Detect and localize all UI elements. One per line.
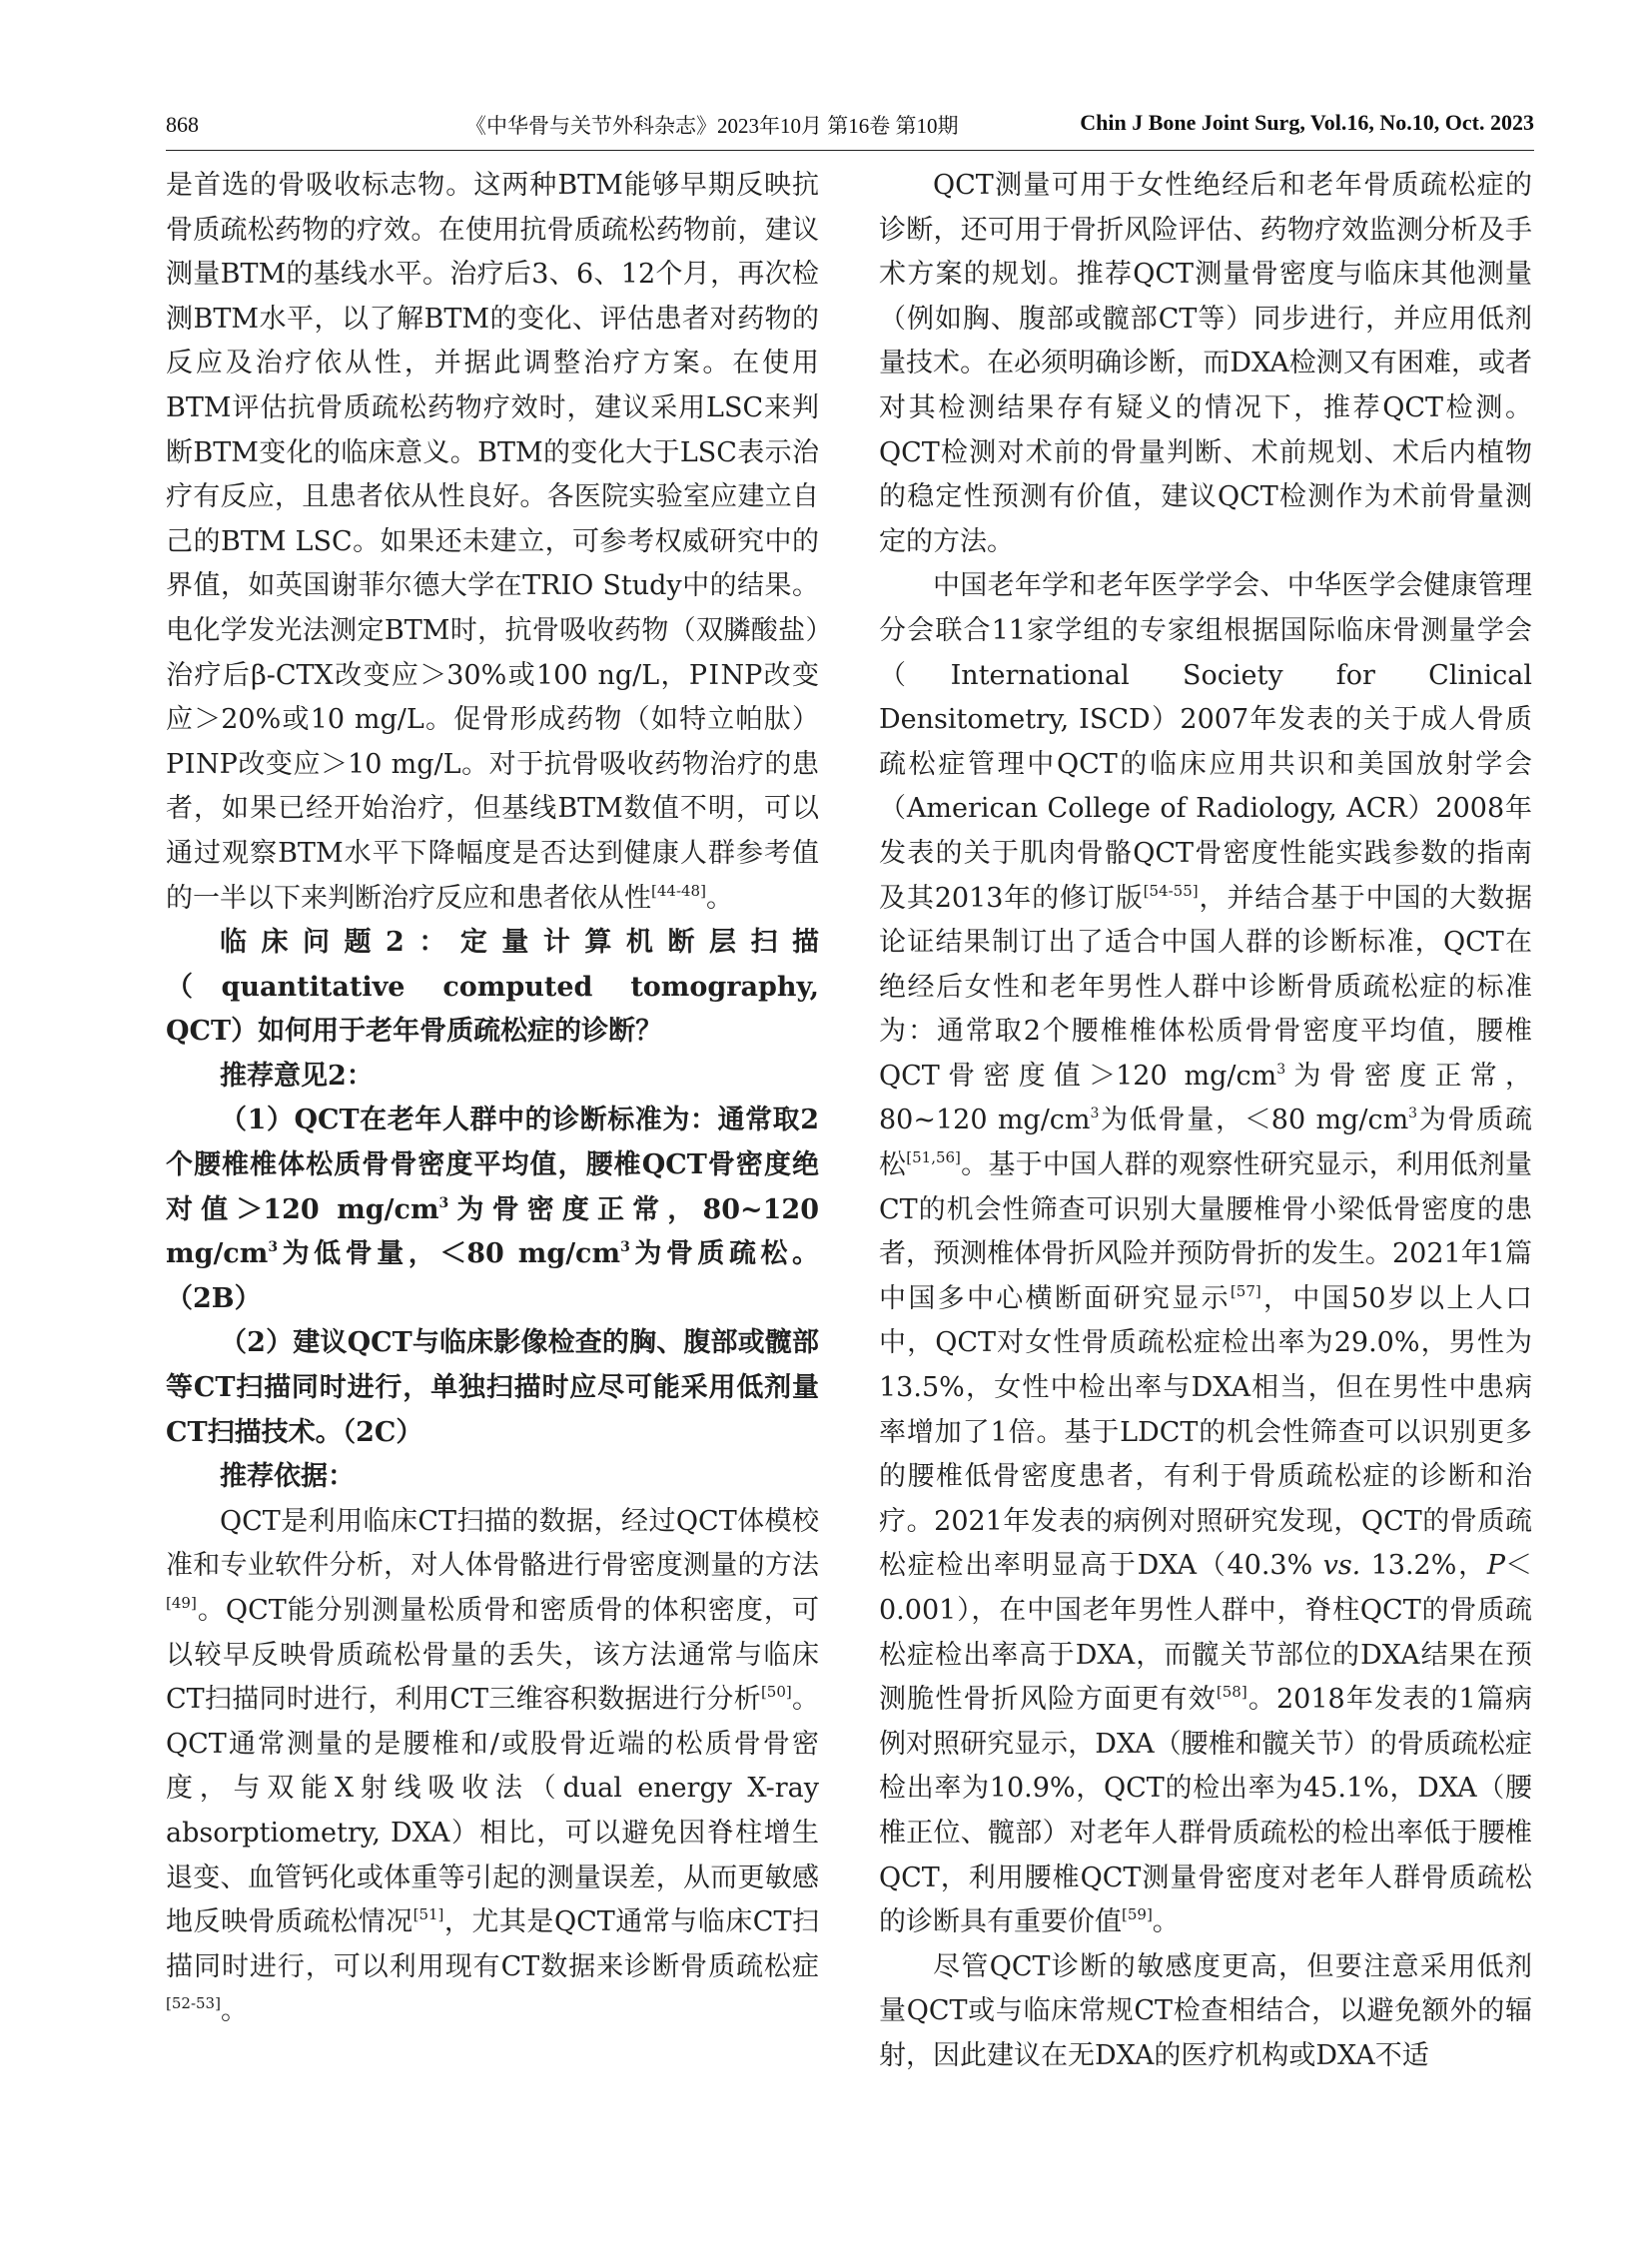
left-column [166, 164, 819, 2034]
paragraph-qct-standards: 中国老年学和老年医学学会、中华医学会健康管理分会联合11家学组的专家组根据国际临床骨测量学会（International Society for Clinical Densitometry, ISCD）2007年发表的关于成人骨质疏松症管理中QCT的临床应用共识和美国放射学会（American College of Radiology, ACR）2008年发表的关于肌肉骨骼QCT骨密度性能实践参数的指南及其2013年的修订版[54-55]，并结合基于中国的大数据论证结果制订出了适合中国人群的诊断标准，QCT在绝经后女性和老年男性人群中诊断骨质疏松症的标准为：通常取2个腰椎椎体松质骨骨密度平均值，腰椎QCT骨密度值＞120 $mg/cm^3$为骨密度正常，80~120 $mg/cm^3$为低骨量，＜80 $mg/cm^3$为骨质疏松[51,56]。基于中国人群的观察性研究显示，利用低剂量CT的机会性筛查可识别大量腰椎骨小梁低骨密度的患者，预测椎体骨折风险并预防骨折的发生。2021年1篇中国多中心横断面研究显示[57]，中国50岁以上人口中，QCT对女性骨质疏松症检出率为29.0%，男性为13.5%，女性中检出率与DXA相当，但在男性中患病率增加了1倍。基于LDCT的机会性筛查可以识别更多的腰椎低骨密度患者，有利于骨质疏松症的诊断和治疗。2021年发表的病例对照研究发现，QCT的骨质疏松症检出率明显高于DXA（40.3% vs. 13.2%，P＜0.001），在中国老年男性人群中，脊柱QCT的骨质疏松症检出率高于DXA，而髋关节部位的DXA结果在预测脆性骨折风险方面更有效[58]。2018年发表的1篇病例对照研究显示，DXA（腰椎和髋关节）的骨质疏松症检出率为10.9%，QCT的检出率为45.1%，DXA（腰椎正位、髋部）对老年人群骨质疏松的检出率低于腰椎QCT，利用腰椎QCT测量骨密度对老年人群骨质疏松的诊断具有重要价值[59]。 [879, 570, 1533, 1938]
clinical-question-2: 临床问题2：定量计算机断层扫描（quantitative computed tomography, QCT）如何用于老年骨质疏松症的诊断？ [166, 927, 819, 1048]
header-rule [166, 150, 1534, 151]
recommendation-2-title: 推荐意见2： [220, 1060, 374, 1092]
citation: [58] [1216, 1683, 1247, 1702]
citation: [54-55] [1143, 881, 1199, 900]
page-number: 868 [166, 112, 199, 137]
paragraph-btm-continued: 是首选的骨吸收标志物。这两种BTM能够早期反映抗骨质疏松药物的疗效。在使用抗骨质疏松药物前，建议测量BTM的基线水平。治疗后3、6、12个月，再次检测BTM水平，以了解BTM的变化、评估患者对药物的反应及治疗依从性，并据此调整治疗方案。在使用BTM评估抗骨质疏松药物疗效时，建议采用LSC来判断BTM变化的临床意义。BTM的变化大于LSC表示治疗有反应，且患者依从性良好。各医院实验室应建立自己的BTM LSC。如果还未建立，可参考权威研究中的界值，如英国谢菲尔德大学在TRIO Study中的结果。电化学发光法测定BTM时，抗骨吸收药物（双膦酸盐）治疗后β-CTX改变应＞30%或100 ng/L，PⅠNP改变应＞20%或10 mg/L。促骨形成药物（如特立帕肽）PⅠNP改变应＞10 mg/L。对于抗骨吸收药物治疗的患者，如果已经开始治疗，但基线BTM数值不明，可以通过观察BTM水平下降幅度是否达到健康人群参考值的一半以下来判断治疗反应和患者依从性[44-48]。 [166, 170, 819, 914]
citation: [51,56] [906, 1148, 961, 1167]
citation: [57] [1230, 1281, 1261, 1300]
basis-title: 推荐依据： [220, 1461, 355, 1493]
citation: [49] [166, 1594, 197, 1612]
citation: [50] [760, 1683, 792, 1702]
paragraph-qct-basis: QCT是利用临床CT扫描的数据，经过QCT体模校准和专业软件分析，对人体骨骼进行骨密度测量的方法[49]。QCT能分别测量松质骨和密质骨的体积密度，可以较早反映骨质疏松骨量的丢失，该方法通常与临床CT扫描同时进行，利用CT三维容积数据进行分析[50]。QCT通常测量的是腰椎和/或股骨近端的松质骨骨密度，与双能X射线吸收法（dual energy X-ray absorptiometry, DXA）相比，可以避免因脊柱增生退变、血管钙化或体重等引起的测量误差，从而更敏感地反映骨质疏松情况[51]，尤其是QCT通常与临床CT扫描同时进行，可以利用现有CT数据来诊断骨质疏松症[52-53]。 [166, 1505, 820, 2027]
journal-title-cn: 《中华骨与关节外科杂志》2023年10月 第16卷 第10期 [465, 114, 959, 138]
paragraph-low-dose-note: 尽管QCT诊断的敏感度更高，但要注意采用低剂量QCT或与临床常规CT检查相结合，以避免额外的辐射，因此建议在无DXA的医疗机构或DXA不适 [879, 1950, 1532, 2071]
paragraph-qct-uses: QCT测量可用于女性绝经后和老年骨质疏松症的诊断，还可用于骨折风险评估、药物疗效监测分析及手术方案的规划。推荐QCT测量骨密度与临床其他测量（例如胸、腹部或髋部CT等）同步进行，并应用低剂量技术。在必须明确诊断，而DXA检测又有困难，或者对其检测结果存有疑义的情况下，推荐QCT检测。QCT检测对术前的骨量判断、术前规划、术后内植物的稳定性预测有价值，建议QCT检测作为术前骨量测定的方法。 [879, 170, 1532, 557]
recommendation-2-item-1: （1）QCT在老年人群中的诊断标准为：通常取2个腰椎椎体松质骨骨密度平均值，腰椎QCT骨密度绝对值＞120 $mg/cm^3$为骨密度正常，80~120 $mg/cm^3$为低骨量，＜80 $mg/cm^3$为骨质疏松。（2B） [166, 1105, 820, 1314]
right-column [879, 164, 1532, 2079]
citation: [44-48] [651, 881, 706, 900]
citation: [59] [1122, 1905, 1153, 1924]
citation: [52-53] [166, 1994, 221, 2013]
journal-title-en: Chin J Bone Joint Surg, Vol.16, No.10, Oct. 2023 [1080, 110, 1534, 135]
running-header [166, 104, 1534, 148]
recommendation-2-item-2: （2）建议QCT与临床影像检查的胸、腹部或髋部等CT扫描同时进行，单独扫描时应尽可能采用低剂量CT扫描技术。（2C） [166, 1327, 819, 1448]
citation: [51] [413, 1905, 444, 1924]
